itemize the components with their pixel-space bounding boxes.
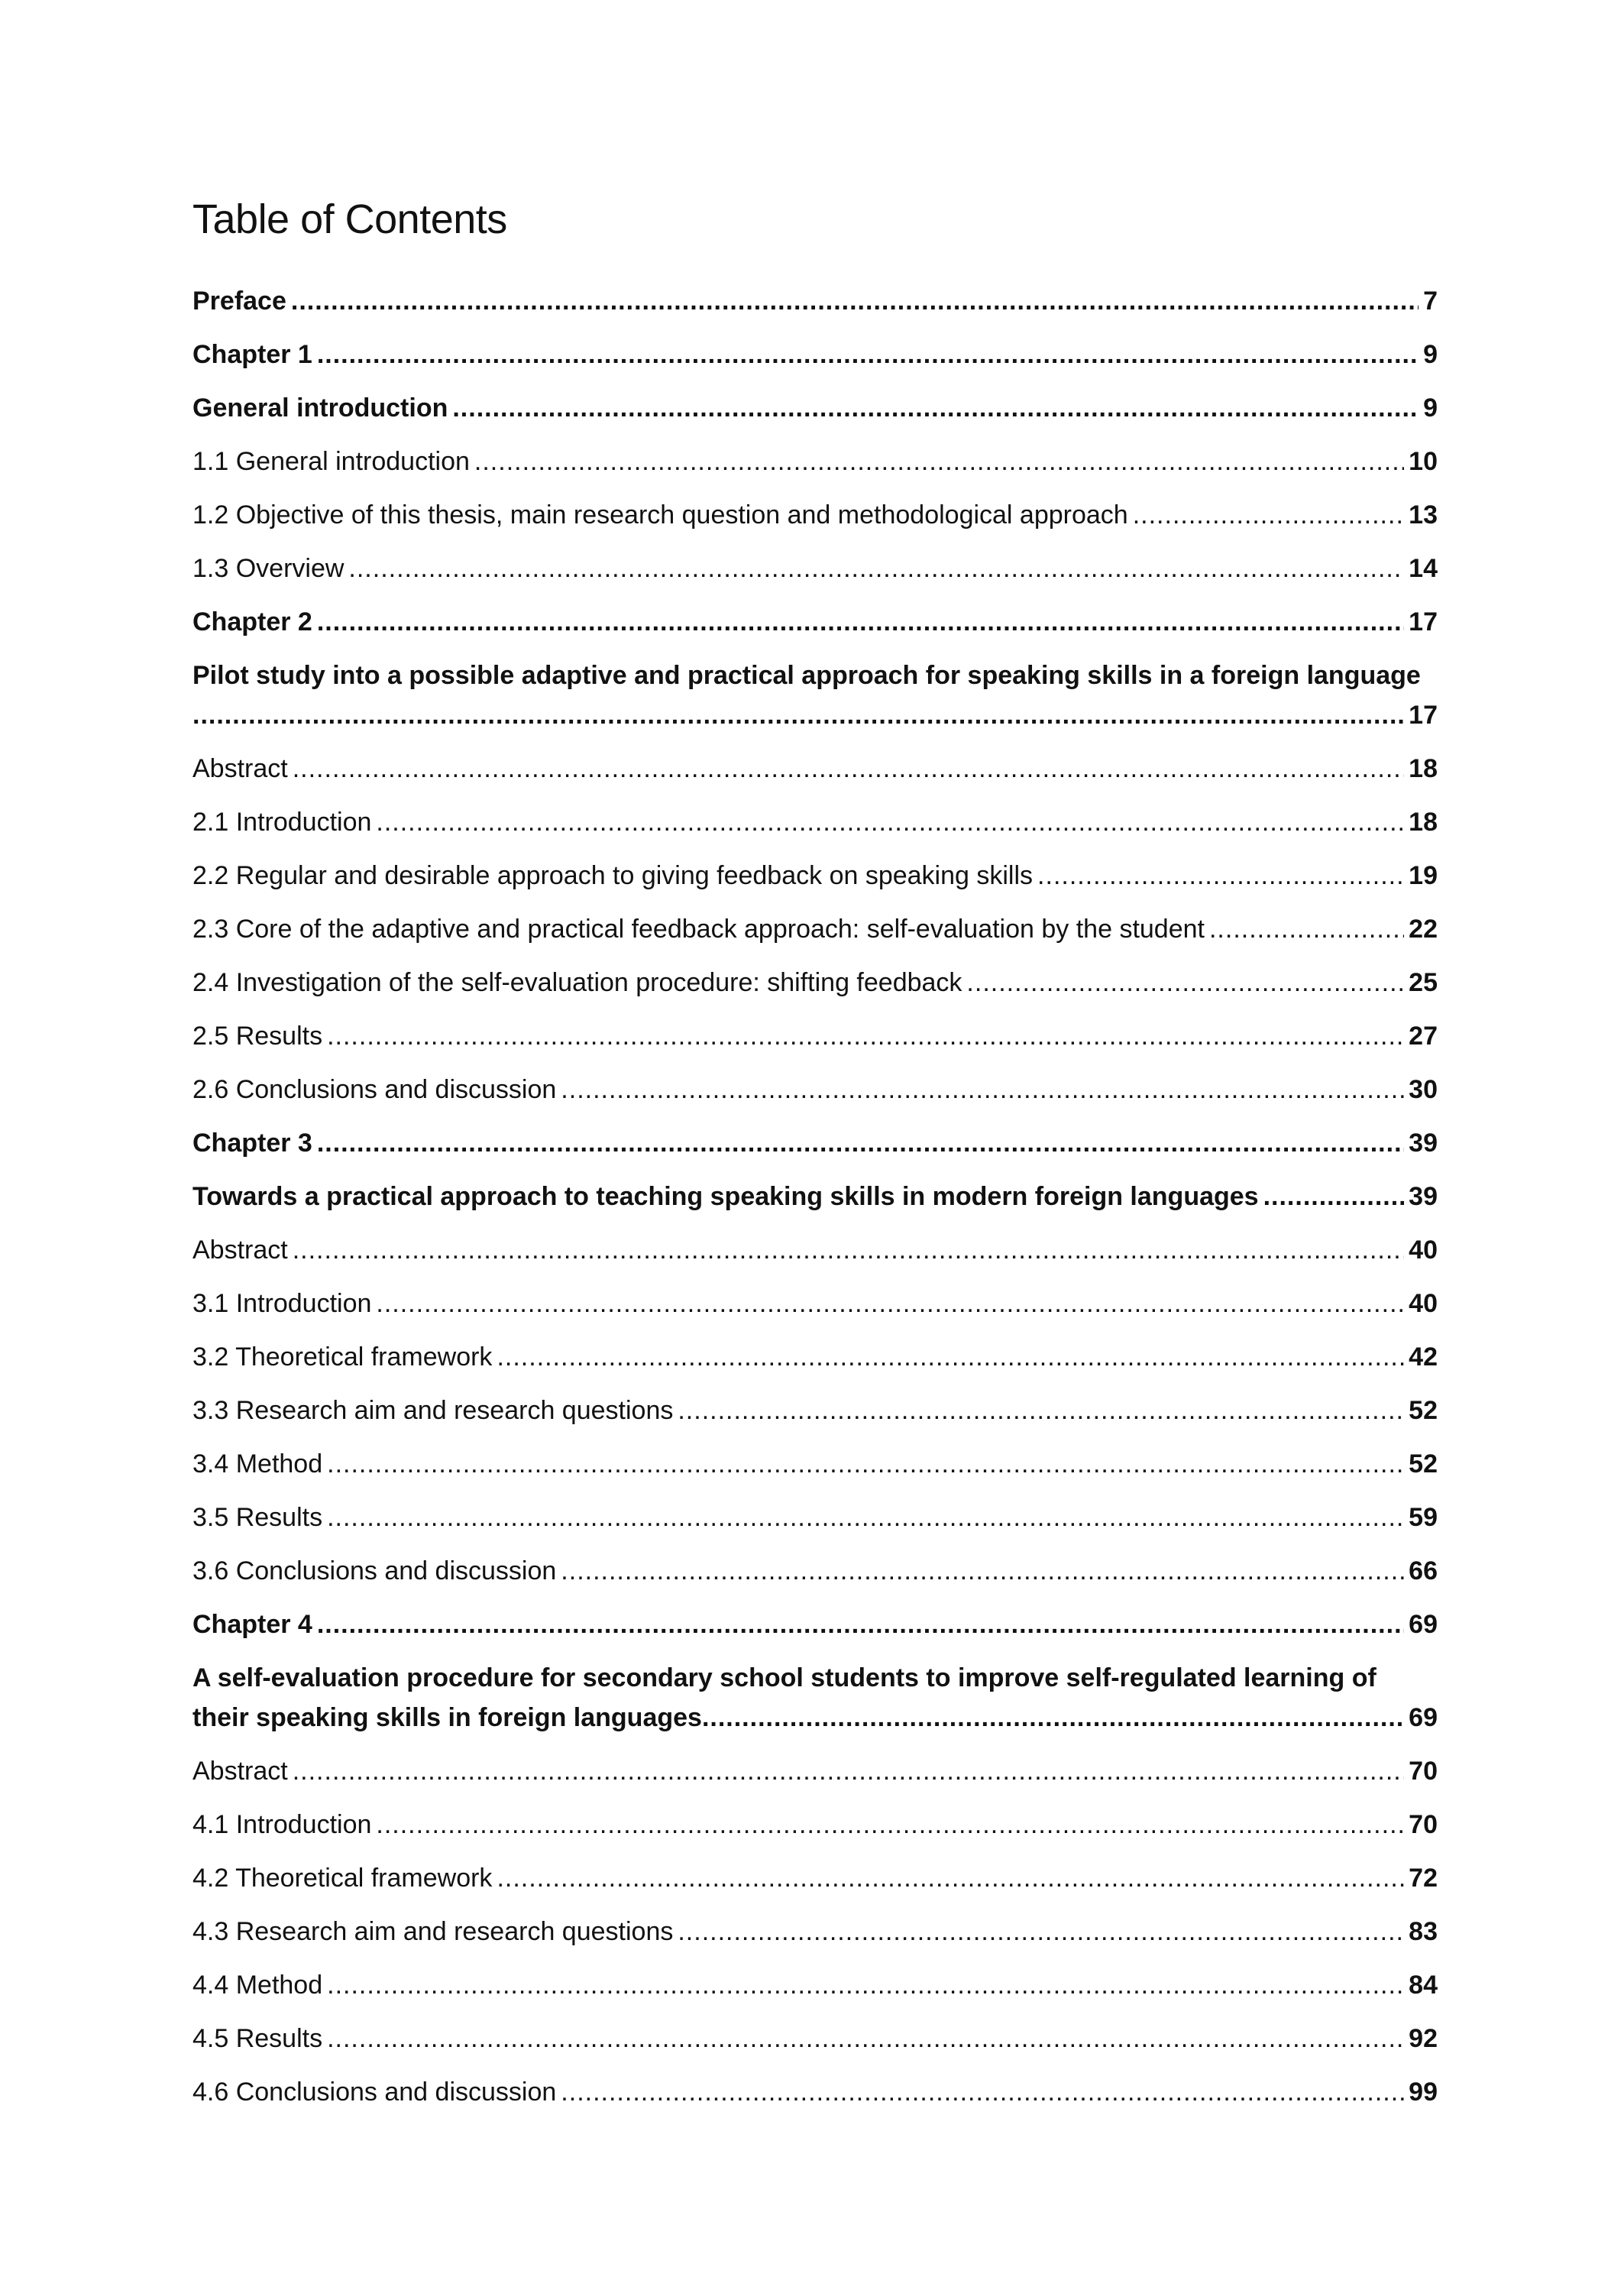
- dot-leader: [293, 1751, 1404, 1791]
- toc-entry[interactable]: [192, 1551, 1438, 1605]
- dot-leader: [293, 749, 1404, 789]
- dot-leader: [376, 1284, 1404, 1323]
- toc-entry[interactable]: [192, 749, 1438, 802]
- toc-entry-page: 18: [1409, 808, 1438, 837]
- toc-entry[interactable]: [192, 963, 1438, 1016]
- toc-entry[interactable]: [192, 1858, 1438, 1912]
- toc-entry[interactable]: [192, 602, 1438, 656]
- dot-leader: [376, 802, 1404, 842]
- dot-leader: [678, 1912, 1404, 1951]
- dot-leader: [561, 1070, 1404, 1109]
- toc-entry[interactable]: [192, 1016, 1438, 1070]
- toc-entry-page: 40: [1409, 1236, 1438, 1265]
- toc-entry-label: Preface: [192, 287, 286, 316]
- toc-entry-label: Towards a practical approach to teaching speaking skills in modern foreign languages: [192, 1182, 1259, 1211]
- toc-entry-label-line2: their speaking skills in foreign languages: [192, 1703, 702, 1732]
- page-title: Table of Contents: [192, 196, 507, 242]
- toc-entry-label: Chapter 3: [192, 1129, 312, 1158]
- dot-leader: [497, 1858, 1404, 1898]
- toc-entry-page: 19: [1409, 861, 1438, 890]
- toc-entry-page: 14: [1409, 554, 1438, 583]
- toc-entry-page: 30: [1409, 1075, 1438, 1104]
- dot-leader: [497, 1337, 1404, 1377]
- toc-entry-page: 52: [1409, 1449, 1438, 1478]
- dot-leader: [561, 1551, 1404, 1591]
- toc-entry-label: 4.4 Method: [192, 1971, 323, 2000]
- toc-entry[interactable]: [192, 1230, 1438, 1284]
- toc-entry-page: 9: [1423, 340, 1438, 369]
- toc-entry-page: 9: [1423, 394, 1438, 423]
- toc-entry-page: 59: [1409, 1503, 1438, 1532]
- toc-entry-page: 42: [1409, 1342, 1438, 1372]
- toc-entry-label: 2.2 Regular and desirable approach to giving feedback on speaking skills: [192, 861, 1034, 890]
- toc-entry[interactable]: [192, 656, 1438, 749]
- dot-leader: [702, 1698, 1404, 1738]
- toc-entry-page: 69: [1409, 1610, 1438, 1639]
- toc-entry-page: 69: [1409, 1703, 1438, 1732]
- toc-entry-label: 1.3 Overview: [192, 554, 345, 583]
- toc-entry-page: 99: [1409, 2078, 1438, 2107]
- toc-entry[interactable]: [192, 2072, 1438, 2126]
- toc-entry-label: 2.1 Introduction: [192, 808, 372, 837]
- toc-entry[interactable]: [192, 856, 1438, 909]
- toc-entry[interactable]: [192, 1123, 1438, 1177]
- dot-leader: [192, 695, 1404, 735]
- toc-entry-page: 17: [1409, 701, 1438, 730]
- dot-leader: [293, 1230, 1404, 1270]
- dot-leader: [1209, 909, 1404, 949]
- toc-entry[interactable]: [192, 1177, 1438, 1230]
- toc-entry-page: 92: [1409, 2024, 1438, 2053]
- toc-entry-page: 70: [1409, 1757, 1438, 1786]
- toc-entry-label: Abstract: [192, 754, 288, 783]
- toc-entry[interactable]: [192, 1337, 1438, 1391]
- dot-leader: [317, 1123, 1404, 1163]
- toc-entry-page: 39: [1409, 1129, 1438, 1158]
- toc-entry-label: 2.3 Core of the adaptive and practical feedback approach: self-evaluation by the student: [192, 915, 1205, 944]
- toc-entry-page: 7: [1423, 287, 1438, 316]
- toc-entry[interactable]: [192, 1751, 1438, 1805]
- dot-leader: [561, 2072, 1404, 2112]
- toc-entry-label: Chapter 2: [192, 607, 312, 636]
- dot-leader: [966, 963, 1404, 1002]
- toc-entry-page: 22: [1409, 915, 1438, 944]
- dot-leader: [1263, 1177, 1405, 1216]
- toc-entry-page: 18: [1409, 754, 1438, 783]
- dot-leader: [474, 442, 1404, 481]
- dot-leader: [1133, 495, 1404, 535]
- dot-leader: [291, 281, 1419, 321]
- dot-leader: [327, 1498, 1404, 1537]
- toc-entry[interactable]: [192, 495, 1438, 549]
- dot-leader: [327, 1965, 1404, 2005]
- toc-entry-page: 83: [1409, 1917, 1438, 1946]
- dot-leader: [348, 549, 1404, 588]
- dot-leader: [1037, 856, 1404, 896]
- dot-leader: [452, 388, 1419, 428]
- toc-entry-page: 25: [1409, 968, 1438, 997]
- toc-entry-label: General introduction: [192, 394, 448, 423]
- toc-entry[interactable]: [192, 1391, 1438, 1444]
- toc-entry-page: 72: [1409, 1864, 1438, 1893]
- toc-entry[interactable]: [192, 1805, 1438, 1858]
- toc-entry[interactable]: [192, 1658, 1438, 1751]
- toc-entry-label: 2.6 Conclusions and discussion: [192, 1075, 557, 1104]
- toc-entry[interactable]: [192, 1605, 1438, 1658]
- dot-leader: [678, 1391, 1404, 1430]
- toc-entry-page: 17: [1409, 607, 1438, 636]
- toc-entry-label: Pilot study into a possible adaptive and practical approach for speaking skills in a foreign language: [192, 661, 1421, 690]
- toc-entry-label: 1.1 General introduction: [192, 447, 470, 476]
- toc-entry-label: 2.4 Investigation of the self-evaluation procedure: shifting feedback: [192, 968, 962, 997]
- dot-leader: [317, 335, 1419, 374]
- toc-entry-label: A self-evaluation procedure for secondary school students to improve self-regulated learning of: [192, 1663, 1377, 1692]
- toc-entry-label: 1.2 Objective of this thesis, main research question and methodological approach: [192, 500, 1128, 530]
- toc-entry-label: Abstract: [192, 1757, 288, 1786]
- toc-entry-page: 39: [1409, 1182, 1438, 1211]
- toc-entry[interactable]: [192, 549, 1438, 602]
- toc-entry-page: 13: [1409, 500, 1438, 530]
- toc-entry-label: 3.2 Theoretical framework: [192, 1342, 493, 1372]
- toc-list: [192, 281, 1438, 2126]
- toc-entry[interactable]: [192, 1912, 1438, 1965]
- dot-leader: [376, 1805, 1404, 1844]
- toc-entry-label: 3.4 Method: [192, 1449, 323, 1478]
- toc-entry-label: Abstract: [192, 1236, 288, 1265]
- toc-entry[interactable]: [192, 802, 1438, 856]
- toc-entry[interactable]: [192, 281, 1438, 335]
- toc-entry-page: 66: [1409, 1556, 1438, 1585]
- toc-entry-label: Chapter 4: [192, 1610, 312, 1639]
- toc-entry-page: 84: [1409, 1971, 1438, 2000]
- toc-entry-label: 4.2 Theoretical framework: [192, 1864, 493, 1893]
- toc-entry[interactable]: [192, 909, 1438, 963]
- dot-leader: [327, 1016, 1404, 1056]
- dot-leader: [327, 2019, 1404, 2058]
- dot-leader: [317, 1605, 1404, 1644]
- toc-entry-label: 2.5 Results: [192, 1022, 323, 1051]
- toc-entry-page: 52: [1409, 1396, 1438, 1425]
- toc-entry[interactable]: [192, 1965, 1438, 2019]
- toc-entry-label: 3.1 Introduction: [192, 1289, 372, 1318]
- toc-entry[interactable]: [192, 335, 1438, 388]
- toc-entry[interactable]: [192, 388, 1438, 442]
- toc-entry-label: 3.5 Results: [192, 1503, 323, 1532]
- toc-entry-label: 4.6 Conclusions and discussion: [192, 2078, 557, 2107]
- toc-entry-label: 3.3 Research aim and research questions: [192, 1396, 674, 1425]
- toc-entry-label: 4.5 Results: [192, 2024, 323, 2053]
- toc-entry-page: 40: [1409, 1289, 1438, 1318]
- dot-leader: [327, 1444, 1404, 1484]
- toc-entry[interactable]: [192, 1444, 1438, 1498]
- toc-entry-label: Chapter 1: [192, 340, 312, 369]
- toc-entry[interactable]: [192, 1070, 1438, 1123]
- toc-entry-page: 10: [1409, 447, 1438, 476]
- toc-entry-label: 4.3 Research aim and research questions: [192, 1917, 674, 1946]
- dot-leader: [317, 602, 1404, 642]
- toc-entry-page: 70: [1409, 1810, 1438, 1839]
- toc-entry-label: 3.6 Conclusions and discussion: [192, 1556, 557, 1585]
- toc-entry[interactable]: [192, 1498, 1438, 1551]
- toc-entry-page: 27: [1409, 1022, 1438, 1051]
- toc-entry[interactable]: [192, 2019, 1438, 2072]
- toc-entry[interactable]: [192, 442, 1438, 495]
- toc-entry-label: 4.1 Introduction: [192, 1810, 372, 1839]
- toc-entry[interactable]: [192, 1284, 1438, 1337]
